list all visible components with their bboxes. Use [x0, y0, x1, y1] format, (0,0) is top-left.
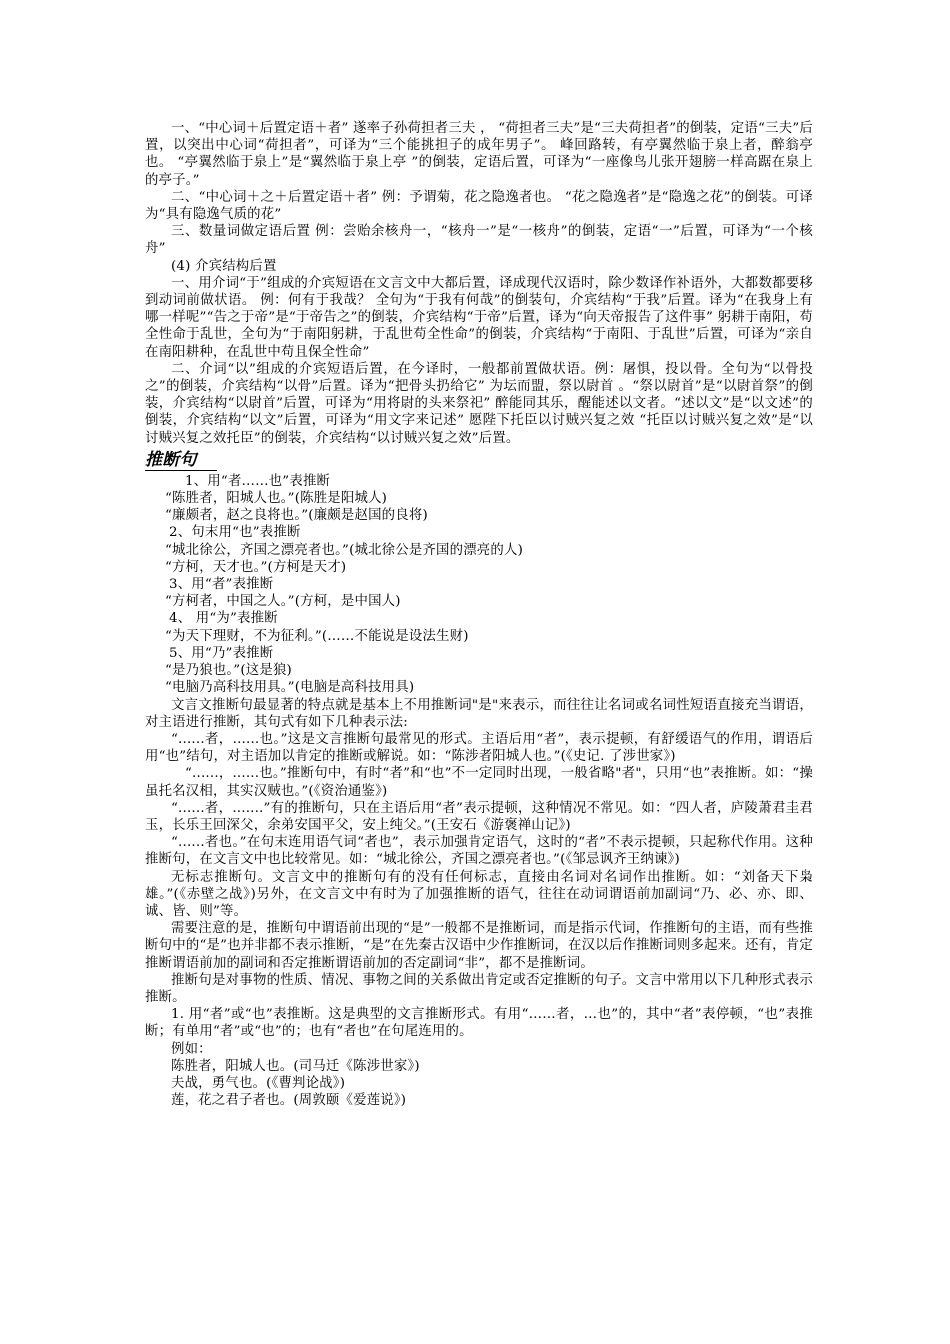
paragraph-attributive-postposition-2: 二、“中心词＋之＋后置定语＋者” 例：予谓菊，花之隐逸者也。 “花之隐逸者”是“隐逸之花”的倒装。可译为“具有隐逸气质的花”: [145, 189, 813, 223]
paragraph-attributive-postposition-1: 一、“中心词＋后置定语＋者” 遂率子孙荷担者三夫 ， “荷担者三夫”是“三夫荷担者”的倒装，定语“三夫”后置，以突出中心词“荷担者”，可译为“三个能挑担子的成年男子”。 峰回路转，有亭翼然临于泉上者，醉翁亭也。 “亭翼然临于泉上”是“翼然临于泉上亭 ”的倒装，定语后置，可译为“一座像鸟儿张开翅膀一样高踞在泉上的亭子。”: [145, 121, 813, 188]
section-heading-text: 推断句: [145, 450, 217, 471]
paragraph-yi-preposition: 二、介词“以”组成的介宾短语后置，在今译时，一般都前置做状语。例：屠惧，投以骨。全句为“以骨投之”的倒装，介宾结构“以骨”后置。译为“把骨头扔给它” 为坛而盟，祭以尉首 。“祭以尉首”是“以尉首祭”的倒装，介宾结构“以尉首”后置，可译为“用将尉的头来祭祀” 醉能同其乐，醒能述以文者。“述以文”是“以文述”的倒装，介宾结构“以文”后置，可译为“用文字来记述” 愿陛下托臣以讨贼兴复之效 “托臣以讨贼兴复之效”是“以讨贼兴复之效托臣”的倒装，介宾结构“以讨贼兴复之效”后置。: [145, 361, 813, 446]
document-body: [145, 120, 813, 1109]
example-line: 夫战，勇气也。(《曹判论战》): [171, 1075, 346, 1091]
paragraph-form-1: 1. 用“者”或“也”表推断。这是典型的文言推断形式。有用“……者，…也”的，其中“者”表停顿，“也”表推断；有单用“者”或“也”的；也有“者也”在句尾连用的。: [145, 1007, 813, 1040]
list-item-title: 1、用“者……也”表推断: [185, 473, 331, 489]
list-item-title: 2、句末用“也”表推断: [169, 525, 301, 541]
paragraph-form-ye: “......，......也。”推断句中，有时“者”和“也”不一定同时出现，一般省略"者"，只用“也”表推断。如：“操虽托名汉相，其实汉贼也。”(《资治通鉴》): [145, 766, 813, 799]
list-example: “方柯，天才也。”(方柯是天才): [165, 559, 347, 575]
list-example: “是乃狼也。”(这是狼): [165, 663, 292, 679]
list-example: “电脑乃高科技用具。”(电脑是高科技用具): [165, 680, 415, 696]
list-example: “廉颇者，赵之良将也。”(廉颇是赵国的良将): [165, 508, 428, 524]
example-line: 陈胜者，阳城人也。(司马迁《陈涉世家》): [171, 1058, 420, 1074]
paragraph-form-zhe-ye: “......者，......也。”这是文言推断句最常见的形式。主语后用“者”，表示提顿，有舒缓语气的作用，谓语后用“也”结句，对主语加以肯定的推断或解说。如：“陈涉者阳城人也。”(《史记. 了涉世家》): [145, 731, 813, 765]
list-item-title: 5、用“乃”表推断: [169, 645, 274, 661]
paragraph-yu-preposition: 一、用介词“于”组成的介宾短语在文言文中大都后置，译成现代汉语时，除少数译作补语外，大都数都要移到动词前做状语。 例：何有于我哉？ 全句为“于我有何哉”的倒装句，介宾结构“于我”后置。译为“在我身上有哪一样呢”“告之于帝”是“于帝告之”的倒装，介宾结构“于帝”后置，译为“向天帝报告了这件事” 躬耕于南阳，苟全性命于乱世，全句为“于南阳躬耕，于乱世苟全性命”的倒装，介宾结构“于南阳、于乱世”后置，可译为“亲自在南阳耕种，在乱世中苟且保全性命”: [145, 275, 813, 360]
paragraph-inference-intro: 文言文推断句最显著的特点就是基本上不用推断词"是"来表示，而往往让名词或名词性短语直接充当谓语，对主语进行推断，其句式有如下几种表示法:: [145, 697, 813, 730]
paragraph-quantifier-postposition: 三、数量词做定语后置 例：尝贻余核舟一，“核舟一”是“一核舟”的倒装，定语“一”后置，可译为“一个核舟”: [145, 224, 813, 257]
example-line: 莲，花之君子者也。(周敦颐《爱莲说》): [171, 1093, 407, 1109]
section-heading: [145, 449, 813, 471]
paragraph-no-marker: 无标志推断句。文言文中的推断句有的没有任何标志，直接由名词对名词作出推断。如：“刘备天下枭雄。”(《赤壁之战》)另外，在文言文中有时为了加强推断的语气，往往在动词谓语前加副词“乃、必、亦、即、诚、皆、则”等。: [145, 869, 813, 919]
paragraph-definition: 推断句是对事物的性质、情况、事物之间的关系做出肯定或否定推断的句子。文言中常用以下几种形式表示推断。: [145, 972, 813, 1005]
subheading-prepositional-postposition: (4) 介宾结构后置: [171, 258, 277, 274]
list-item-title: 4、 用“为”表推断: [169, 611, 278, 627]
list-example: “陈胜者，阳城人也。”(陈胜是阳城人): [165, 491, 388, 507]
paragraph-form-zheye: “......者也。”在句末连用语气词“者也”，表示加强肯定语气，这时的“者”不表示提顿，只起称代作用。这种推断句，在文言文中也比较常见。如：“城北徐公，齐国之漂亮者也。”(《邹忌讽齐王纳谏》): [145, 835, 813, 868]
list-example: “为天下理财，不为征利。”(……不能说是设法生财): [165, 628, 469, 644]
list-example: “城北徐公，齐国之漂亮者也。”(城北徐公是齐国的漂亮的人): [165, 542, 524, 558]
list-example: “方柯者，中国之人。”(方柯，是中国人): [165, 594, 401, 610]
examples-label: 例如：: [171, 1041, 212, 1057]
list-item-title: 3、用“者”表推断: [169, 577, 274, 593]
paragraph-form-zhe: “......者，.......”有的推断句，只在主语后用“者”表示提顿，这种情况不常见。如：“四人者，庐陵萧君圭君玉，长乐王回深父，余弟安国平父，安上纯父。”(王安石《游褒禅山记》): [145, 800, 813, 833]
paragraph-note-shi: 需要注意的是，推断句中谓语前出现的“是”一般都不是推断词，而是指示代词，作推断句的主语，而有些推断句中的“是”也并非都不表示推断，“是”在先秦古汉语中少作推断词，在汉以后作推断词则多起来。还有，肯定推断谓语前加的副词和否定推断谓语前加的否定副词“非”，都不是推断词。: [145, 921, 813, 971]
